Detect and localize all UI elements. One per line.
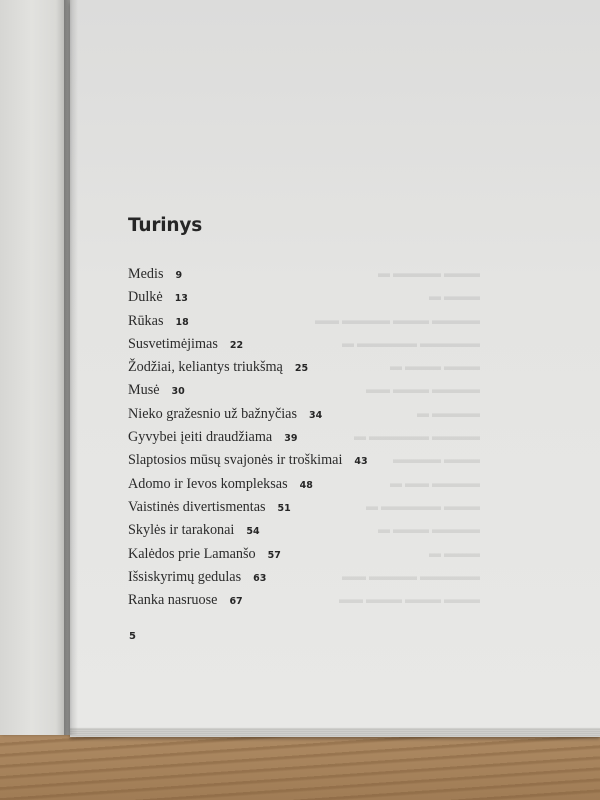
toc-entry-page: 48 <box>299 479 313 491</box>
toc-entry-title: Musė <box>128 382 160 399</box>
page-edges <box>70 728 600 737</box>
toc-entry-title: Slaptosios mūsų svajonės ir troškimai <box>128 452 343 469</box>
toc-entry-title: Susvetimėjimas <box>128 335 218 352</box>
toc-entry[interactable] <box>128 355 368 378</box>
toc-entry-page: 22 <box>229 339 244 351</box>
page-title: Turinys <box>128 215 203 236</box>
toc-entry-page: 51 <box>277 502 291 514</box>
toc-entry[interactable] <box>128 495 368 518</box>
toc-entry-title: Adomo ir Ievos kompleksas <box>128 475 288 492</box>
page-number: 5 <box>129 631 136 642</box>
toc-entry[interactable] <box>128 518 368 541</box>
toc-entry[interactable] <box>128 588 368 611</box>
toc-entry-title: Dulkė <box>128 289 163 306</box>
toc-entry[interactable] <box>128 565 368 588</box>
toc-entry-title: Ranka nasruose <box>128 592 218 609</box>
toc-entry[interactable] <box>128 472 368 495</box>
toc-entry-page: 67 <box>229 596 243 608</box>
left-page <box>0 0 70 735</box>
toc-entry[interactable] <box>128 285 368 308</box>
toc-entry-title: Išsiskyrimų gedulas <box>128 568 242 585</box>
toc-entry-page: 54 <box>246 526 260 538</box>
toc-entry[interactable] <box>128 378 368 401</box>
toc-entry-page: 13 <box>174 293 188 305</box>
toc-entry-page: 43 <box>354 456 368 468</box>
toc-entry-page: 30 <box>171 386 185 398</box>
toc-entry-page: 39 <box>284 433 298 445</box>
toc-entry-page: 63 <box>253 572 267 584</box>
toc-entry-title: Gyvybei įeiti draudžiama <box>128 429 273 446</box>
toc-entry-title: Skylės ir tarakonai <box>128 522 235 539</box>
toc-entry[interactable] <box>128 262 368 285</box>
toc-entry-title: Vaistinės divertismentas <box>128 498 266 515</box>
toc-entry-page: 34 <box>309 409 323 421</box>
toc-entry[interactable] <box>128 309 368 332</box>
book-gutter <box>64 0 78 735</box>
toc-entry-page: 25 <box>294 363 309 375</box>
show-through-text: ▬▬▬ ▬▬▬▬ ▬ ▬▬▬ ▬ ▬▬▬▬ ▬▬▬ ▬▬▬▬ ▬▬ ▬▬▬▬▬ ▬▬▬▬▬ ▬ ▬▬▬ ▬▬▬ ▬ ▬▬▬▬ ▬▬▬ ▬▬ ▬▬▬▬ ▬ ▬▬▬▬ ▬▬▬▬▬ ▬ ▬▬▬ ▬▬▬▬ ▬▬▬▬ ▬▬ ▬ ▬▬▬ ▬▬▬▬▬ ▬ ▬▬▬▬ ▬▬▬ ▬ ▬▬▬ ▬ ▬▬▬▬▬ ▬▬▬▬ ▬▬ ▬▬▬ ▬▬▬ ▬▬▬ ▬▬ <box>315 266 480 607</box>
toc-entry-title: Nieko gražesnio už bažnyčias <box>128 405 297 422</box>
toc-entry-title: Rūkas <box>128 312 164 329</box>
toc-entry-title: Medis <box>128 266 164 282</box>
toc-entry[interactable] <box>128 425 368 448</box>
table-of-contents <box>128 262 368 611</box>
toc-entry-page: 9 <box>175 270 183 281</box>
toc-entry-page: 18 <box>175 316 189 328</box>
toc-entry-page: 57 <box>267 549 281 561</box>
toc-entry[interactable] <box>128 332 368 355</box>
toc-entry-title: Žodžiai, keliantys triukšmą <box>128 359 283 376</box>
toc-entry[interactable] <box>128 402 368 425</box>
toc-entry-title: Kalėdos prie Lamanšo <box>128 545 256 562</box>
toc-entry[interactable] <box>128 448 368 471</box>
toc-entry[interactable] <box>128 542 368 565</box>
